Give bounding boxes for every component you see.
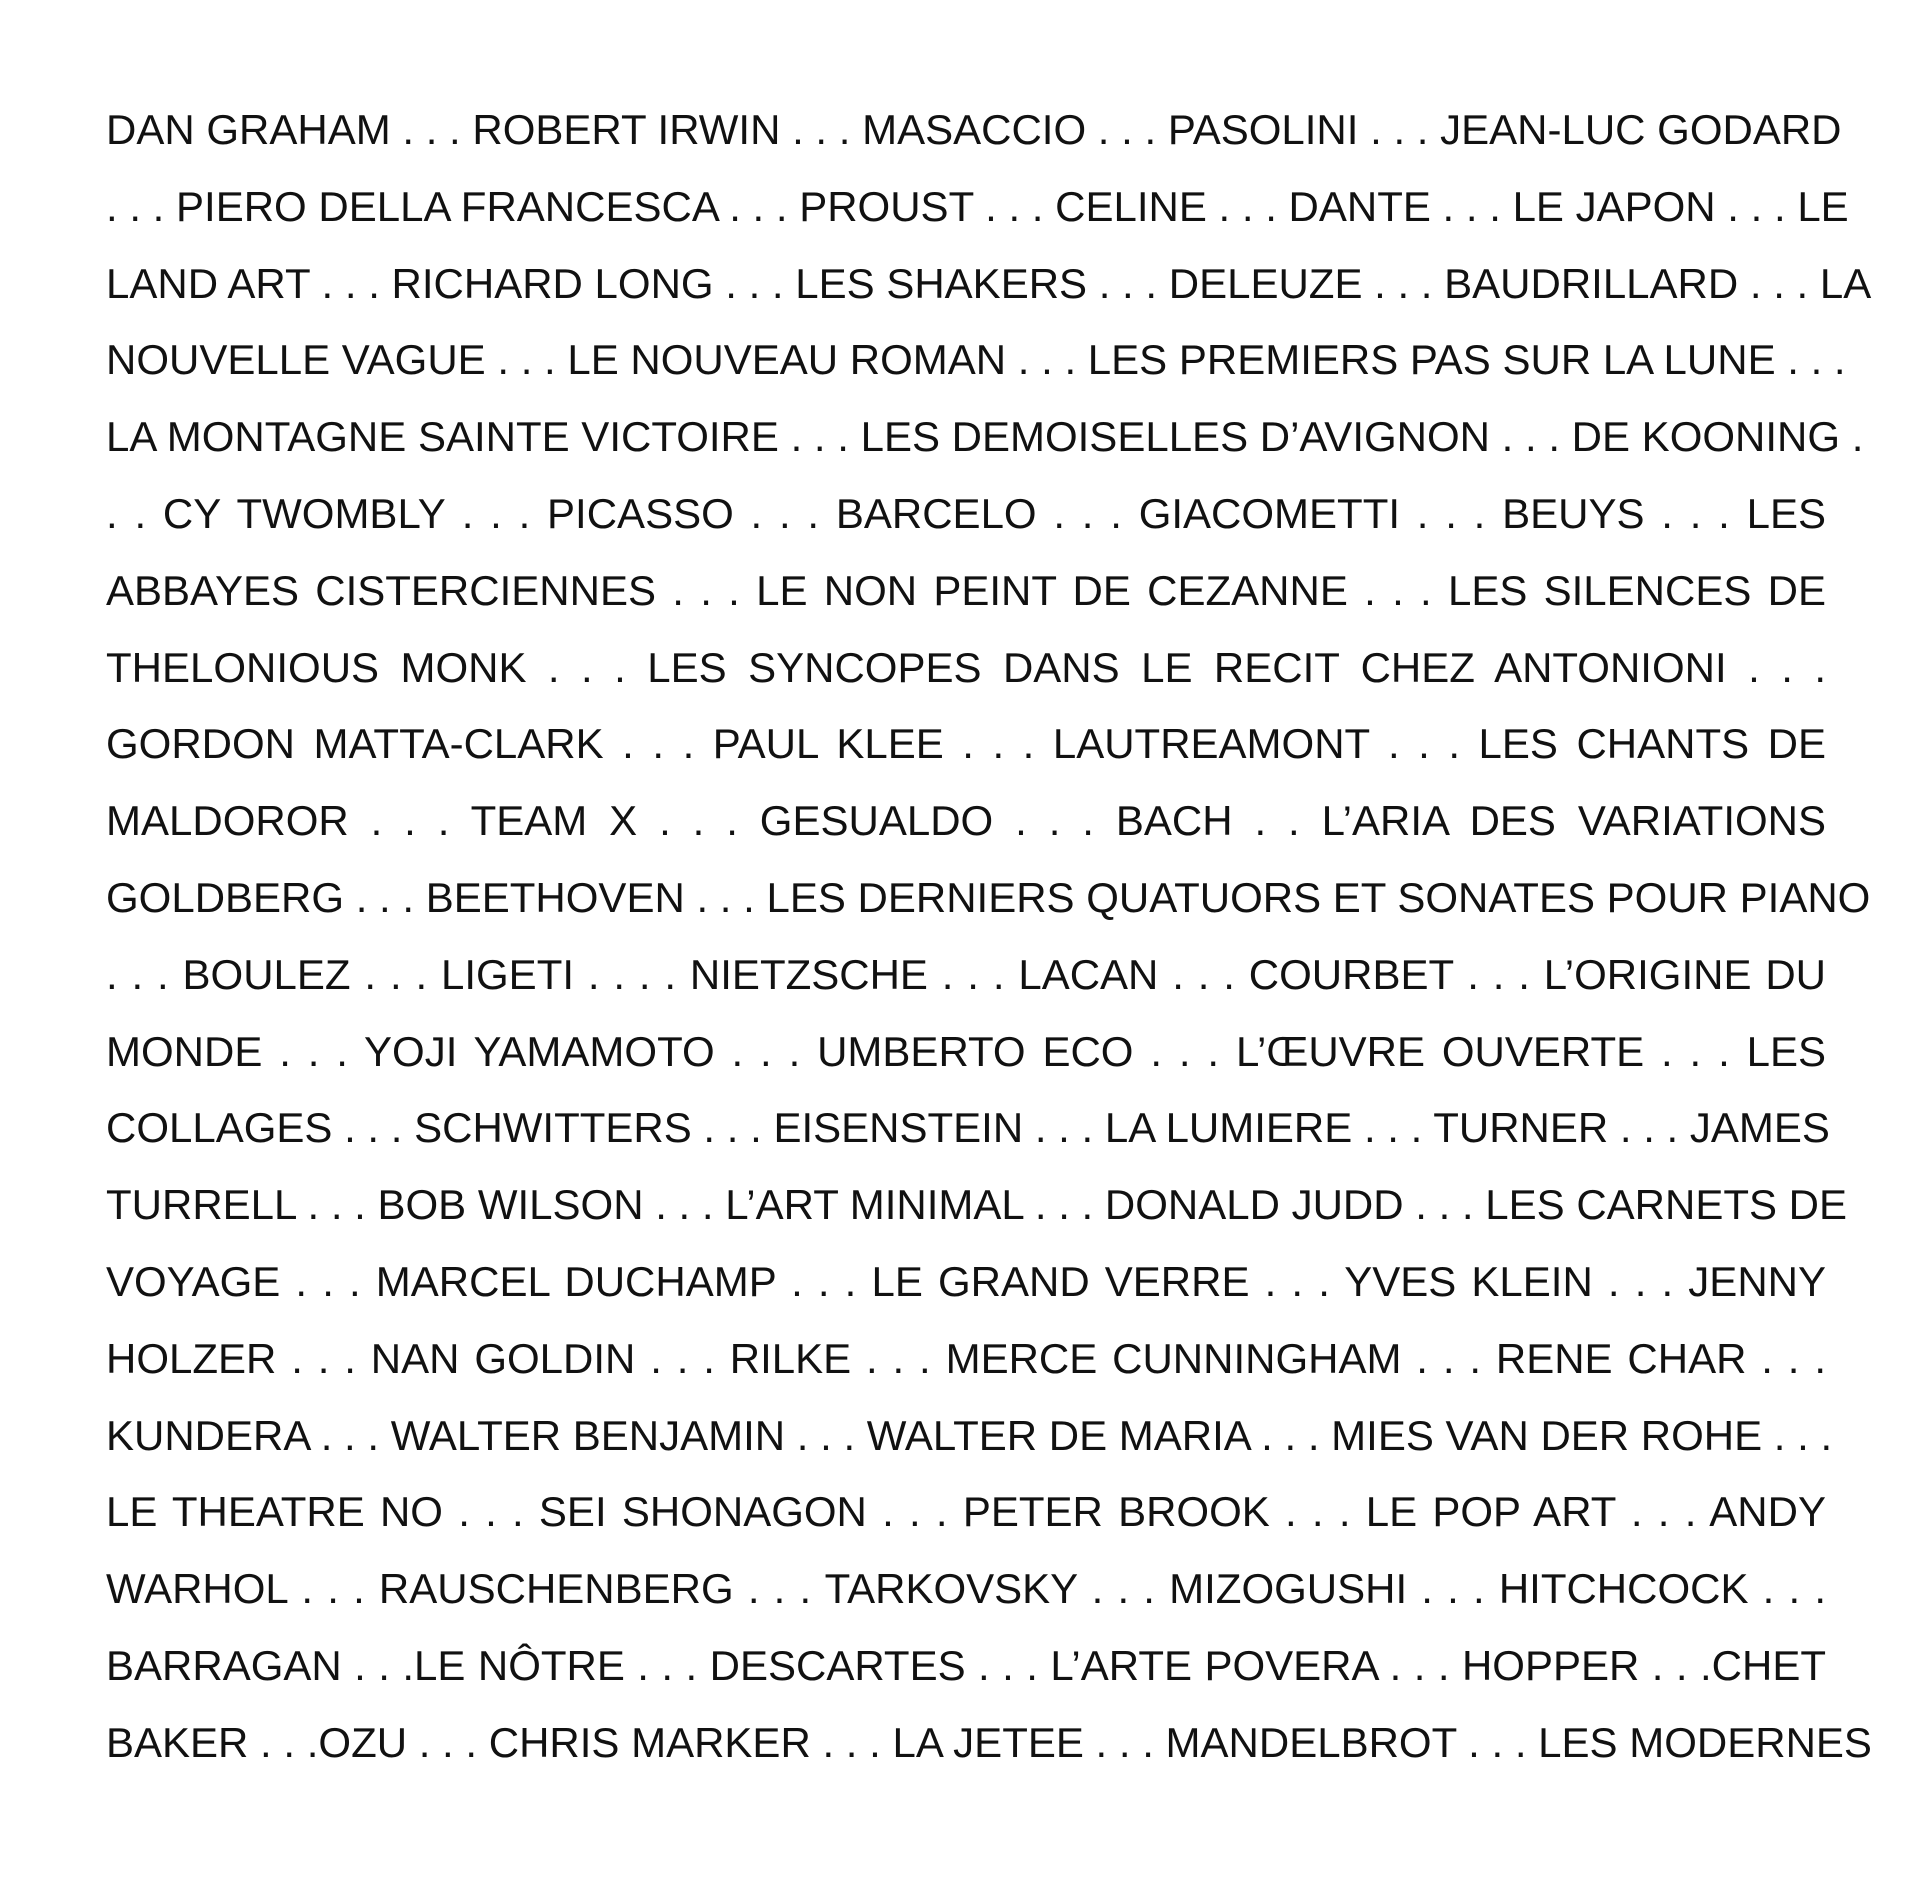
text-line: . . . PIERO DELLA FRANCESCA . . . PROUST . . . CELINE . . . DANTE . . . LE JAPON . . . LE (106, 182, 1849, 230)
text-line: TURRELL . . . BOB WILSON . . . L’ART MINIMAL . . . DONALD JUDD . . . LES CARNETS DE (106, 1181, 1848, 1229)
text-line: LA MONTAGNE SAINTE VICTOIRE . . . LES DEMOISELLES D’AVIGNON . . . DE KOONING . (106, 413, 1864, 461)
text-line: KUNDERA . . . WALTER BENJAMIN . . . WALTER DE MARIA . . . MIES VAN DER ROHE . . . (106, 1411, 1833, 1459)
text-line: BARRAGAN . . .LE NÔTRE . . . DESCARTES . . . L’ARTE POVERA . . . HOPPER . . .CHET (106, 1641, 1826, 1689)
text-line: LE THEATRE NO . . . SEI SHONAGON . . . PETER BROOK . . . LE POP ART . . . ANDY (106, 1488, 1826, 1536)
name-list-text-block (106, 100, 1872, 1790)
text-line: ABBAYES CISTERCIENNES . . . LE NON PEINT DE CEZANNE . . . LES SILENCES DE (106, 566, 1826, 614)
text-line: MALDOROR . . . TEAM X . . . GESUALDO . . . BACH . . L’ARIA DES VARIATIONS (106, 797, 1826, 845)
text-line: MONDE . . . YOJI YAMAMOTO . . . UMBERTO ECO . . . L’ŒUVRE OUVERTE . . . LES (106, 1027, 1826, 1075)
text-line: HOLZER . . . NAN GOLDIN . . . RILKE . . . MERCE CUNNINGHAM . . . RENE CHAR . . . (106, 1334, 1826, 1382)
text-line: NOUVELLE VAGUE . . . LE NOUVEAU ROMAN . . . LES PREMIERS PAS SUR LA LUNE . . . (106, 336, 1846, 384)
text-line: THELONIOUS MONK . . . LES SYNCOPES DANS LE RECIT CHEZ ANTONIONI . . . (106, 643, 1826, 691)
text-line: GORDON MATTA-CLARK . . . PAUL KLEE . . . LAUTREAMONT . . . LES CHANTS DE (106, 720, 1826, 768)
text-line: GOLDBERG . . . BEETHOVEN . . . LES DERNIERS QUATUORS ET SONATES POUR PIANO (106, 873, 1871, 921)
text-line: . . . BOULEZ . . . LIGETI . . . . NIETZSCHE . . . LACAN . . . COURBET . . . L’ORIGINE DU (106, 950, 1826, 998)
text-line: VOYAGE . . . MARCEL DUCHAMP . . . LE GRAND VERRE . . . YVES KLEIN . . . JENNY (106, 1257, 1826, 1305)
text-line: . . CY TWOMBLY . . . PICASSO . . . BARCELO . . . GIACOMETTI . . . BEUYS . . . LES (106, 489, 1826, 537)
text-line: WARHOL . . . RAUSCHENBERG . . . TARKOVSKY . . . MIZOGUSHI . . . HITCHCOCK . . . (106, 1565, 1826, 1613)
text-line: DAN GRAHAM . . . ROBERT IRWIN . . . MASACCIO . . . PASOLINI . . . JEAN-LUC GODARD (106, 106, 1842, 153)
text-line: LAND ART . . . RICHARD LONG . . . LES SHAKERS . . . DELEUZE . . . BAUDRILLARD . . . LA (106, 259, 1872, 307)
text-line-last: BAKER . . .OZU . . . CHRIS MARKER . . . LA JETEE . . . MANDELBROT . . . LES MODERNES (106, 1718, 1872, 1766)
text-line: COLLAGES . . . SCHWITTERS . . . EISENSTEIN . . . LA LUMIERE . . . TURNER . . . JAMES (106, 1104, 1830, 1152)
